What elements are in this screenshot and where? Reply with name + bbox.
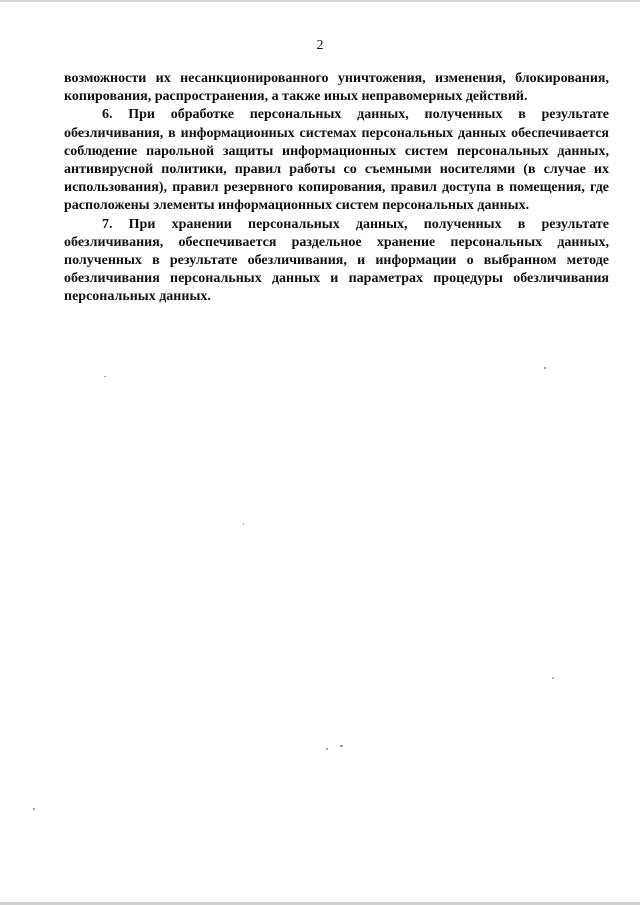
- page-number: 2: [316, 38, 324, 53]
- paragraph-continuation: возможности их несанкционированного уничтожения, изменения, блокирования, копирования, распространения, а также иных неправомерных действий.: [64, 71, 609, 105]
- page-top-edge: [0, 0, 640, 2]
- scan-speck: [552, 677, 554, 679]
- paragraph-item-7: 7. При хранении персональных данных, полученных в результате обезличивания, обеспечивается раздельное хранение персональных данных, полученных в результате обезличивания, и информации о выбранном методе обезличивания персональных данных и параметрах процедуры обезличивания персональных данных.: [64, 216, 609, 305]
- document-body: [64, 70, 609, 307]
- scan-speck: [544, 367, 546, 369]
- scan-speck: [104, 376, 106, 377]
- scan-speck: [243, 523, 244, 525]
- scan-speck: [340, 745, 343, 747]
- scan-speck: [33, 808, 35, 810]
- paragraph-item-6: 6. При обработке персональных данных, полученных в результате обезличивания, в информационных системах персональных данных обеспечивается соблюдение парольной защиты информационных систем персональных данных, антивирусной политики, правил работы со съемными носителями (в случае их использования), правил резервного копирования, правил доступа в помещения, где расположены элементы информационных систем персональных данных.: [64, 107, 609, 214]
- scan-speck: [326, 748, 328, 750]
